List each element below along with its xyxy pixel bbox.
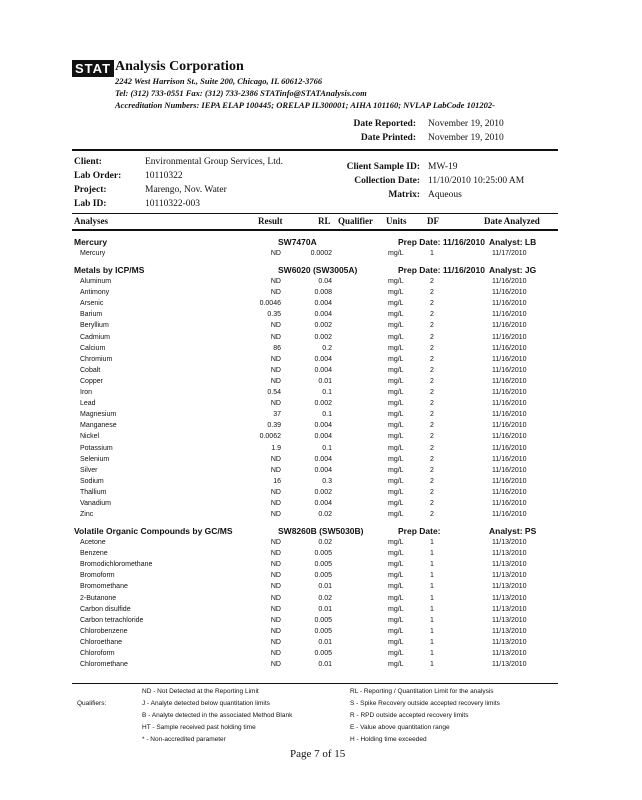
- analyte-name: Bromoform: [80, 572, 115, 580]
- analyte-result: 0.0062: [259, 433, 281, 441]
- analyte-rl: 0.1: [322, 389, 332, 396]
- client-label: Client:: [74, 157, 102, 167]
- analyte-df: 2: [430, 444, 434, 452]
- analyte-result: ND: [270, 466, 281, 474]
- analyte-result: 86: [273, 344, 281, 352]
- analyte-df: 1: [430, 250, 434, 257]
- analyte-df: 2: [430, 322, 434, 330]
- analyte-date: 11/13/2010: [492, 561, 527, 569]
- analyte-df: 2: [430, 488, 434, 496]
- analyte-units: mg/L: [388, 650, 404, 657]
- analyte-rl: 0.005: [314, 627, 332, 635]
- collection-label: Collection Date:: [354, 176, 420, 186]
- analyte-units: mg/L: [388, 250, 404, 257]
- analyte-rl: 0.005: [314, 561, 332, 569]
- analyte-rl: 0.004: [314, 355, 332, 363]
- analyte-name: Chloromethane: [80, 661, 128, 669]
- analyte-name: Chlorobenzene: [80, 627, 128, 635]
- analyte-rl: 0.004: [314, 433, 332, 441]
- analyte-result: ND: [270, 650, 281, 657]
- analyte-rl: 0.1: [322, 411, 332, 419]
- analyte-rl: 0.02: [318, 594, 332, 602]
- analyte-units: mg/L: [388, 466, 404, 474]
- accreditation: Accreditation Numbers: IEPA ELAP 100445; ORELAP IL300001; AIHA 101160; NVLAP LabCode 101202-: [115, 100, 495, 110]
- col-df: DF: [427, 216, 439, 226]
- analyte-units: mg/L: [388, 550, 404, 558]
- analyte-result: ND: [270, 583, 281, 591]
- analyte-name: Bromodichloromethane: [80, 561, 153, 569]
- company-address: 2242 West Harrison St., Suite 200, Chicago, IL 60612-3766: [115, 76, 323, 86]
- analyte-rl: 0.02: [318, 539, 332, 546]
- qualifier-definition: J - Analyte detected below quantitation limits: [142, 700, 270, 707]
- analyte-units: mg/L: [388, 661, 404, 669]
- analyte-result: ND: [270, 605, 281, 613]
- analyte-df: 1: [430, 627, 434, 635]
- analyte-rl: 0.2: [322, 344, 332, 352]
- analyte-df: 1: [430, 650, 434, 657]
- analyte-df: 1: [430, 638, 434, 646]
- analyte-units: mg/L: [388, 444, 404, 452]
- analyte-df: 2: [430, 377, 434, 385]
- col-result: Result: [258, 216, 283, 226]
- analyte-rl: 0.005: [314, 616, 332, 624]
- analyte-name: Sodium: [80, 477, 104, 485]
- analyte-date: 11/16/2010: [492, 488, 527, 496]
- analyte-units: mg/L: [388, 627, 404, 635]
- analyte-rl: 0.005: [314, 650, 332, 657]
- analyte-rl: 0.002: [314, 322, 332, 330]
- qualifier-definition: B - Analyte detected in the associated Method Blank: [142, 712, 293, 719]
- qualifier-definition: RL - Reporting / Quantitation Limit for the analysis: [350, 688, 494, 695]
- analyte-units: mg/L: [388, 344, 404, 352]
- analyte-units: mg/L: [388, 422, 404, 430]
- analyte-units: mg/L: [388, 539, 404, 546]
- analyte-rl: 0.002: [314, 333, 332, 341]
- analyte-date: 11/16/2010: [492, 366, 527, 374]
- analyte-date: 11/16/2010: [492, 333, 527, 341]
- analyte-result: ND: [270, 500, 281, 507]
- analyte-result: ND: [270, 289, 281, 297]
- analyte-df: 1: [430, 550, 434, 558]
- analyte-name: Chromium: [80, 355, 113, 363]
- analyte-result: ND: [270, 661, 281, 669]
- analyte-units: mg/L: [388, 511, 404, 519]
- analyte-units: mg/L: [388, 311, 404, 319]
- analyte-result: 0.35: [267, 311, 281, 319]
- analyte-df: 1: [430, 661, 434, 669]
- group-analyst: Analyst: PS: [489, 526, 537, 536]
- analyte-name: Barium: [80, 311, 103, 319]
- project: Marengo, Nov. Water: [145, 185, 227, 195]
- analyte-units: mg/L: [388, 289, 404, 297]
- col-qualifier: Qualifier: [338, 216, 373, 226]
- analyte-result: ND: [270, 333, 281, 341]
- analyte-df: 2: [430, 333, 434, 341]
- stat-logo: STAT: [72, 60, 114, 77]
- analyte-date: 11/16/2010: [492, 355, 527, 363]
- analyte-result: ND: [270, 366, 281, 374]
- analyte-date: 11/16/2010: [492, 289, 527, 297]
- analyte-date: 11/16/2010: [492, 466, 527, 474]
- analyte-df: 2: [430, 311, 434, 319]
- analyte-rl: 0.004: [314, 422, 332, 430]
- lab-order: 10110322: [145, 171, 183, 181]
- analyte-name: Vanadium: [80, 500, 112, 507]
- analyte-units: mg/L: [388, 411, 404, 419]
- group-prep-date: Prep Date: 11/16/2010: [398, 265, 485, 275]
- analyte-result: ND: [270, 594, 281, 602]
- analyte-name: Iron: [80, 389, 93, 396]
- analyte-df: 2: [430, 300, 434, 308]
- analyte-date: 11/16/2010: [492, 400, 527, 408]
- analyte-rl: 0.002: [314, 488, 332, 496]
- company-name: Analysis Corporation: [115, 59, 244, 74]
- analyte-date: 11/16/2010: [492, 422, 527, 430]
- analyte-date: 11/13/2010: [492, 572, 527, 580]
- analyte-name: Mercury: [80, 250, 106, 257]
- analyte-result: ND: [270, 638, 281, 646]
- analyte-name: Magnesium: [80, 411, 117, 419]
- divider: [72, 229, 558, 231]
- analyte-df: 2: [430, 511, 434, 519]
- analyte-units: mg/L: [388, 561, 404, 569]
- analyte-df: 2: [430, 433, 434, 441]
- analyte-name: 2-Butanone: [80, 594, 117, 602]
- analyte-result: ND: [270, 616, 281, 624]
- client: Environmental Group Services, Ltd.: [145, 157, 283, 167]
- analyte-date: 11/13/2010: [492, 583, 527, 591]
- analyte-df: 1: [430, 539, 434, 546]
- analyte-rl: 0.005: [314, 550, 332, 558]
- group-method: SW8260B (SW5030B): [278, 526, 364, 536]
- analyte-result: ND: [270, 561, 281, 569]
- analyte-units: mg/L: [388, 377, 404, 385]
- analyte-result: ND: [270, 539, 281, 546]
- analyte-date: 11/16/2010: [492, 433, 527, 441]
- analyte-result: ND: [270, 377, 281, 385]
- analyte-date: 11/16/2010: [492, 511, 527, 519]
- date-reported: November 19, 2010: [428, 119, 504, 129]
- col-analyses: Analyses: [74, 216, 109, 226]
- analyte-result: 16: [273, 477, 281, 485]
- analyte-units: mg/L: [388, 488, 404, 496]
- analyte-rl: 0.004: [314, 466, 332, 474]
- analyte-result: ND: [270, 278, 281, 285]
- group-name: Metals by ICP/MS: [74, 265, 145, 275]
- analyte-result: 0.54: [267, 389, 281, 396]
- analyte-units: mg/L: [388, 638, 404, 646]
- date-reported-label: Date Reported:: [353, 119, 416, 129]
- analyte-df: 2: [430, 289, 434, 297]
- analyte-df: 2: [430, 400, 434, 408]
- analyte-rl: 0.004: [314, 366, 332, 374]
- analyte-df: 2: [430, 455, 434, 463]
- analyte-df: 1: [430, 594, 434, 602]
- analyte-df: 2: [430, 411, 434, 419]
- analyte-name: Aluminum: [80, 278, 112, 285]
- analyte-name: Manganese: [80, 422, 117, 430]
- analyte-rl: 0.04: [318, 278, 332, 285]
- analyte-rl: 0.1: [322, 444, 332, 452]
- project-label: Project:: [74, 185, 107, 195]
- analyte-name: Cadmium: [80, 333, 110, 341]
- analyte-rl: 0.004: [314, 311, 332, 319]
- analyte-name: Calcium: [80, 344, 106, 352]
- analyte-units: mg/L: [388, 389, 404, 396]
- analyte-df: 1: [430, 605, 434, 613]
- qualifier-definition: HT - Sample received past holding time: [142, 724, 256, 731]
- analyte-units: mg/L: [388, 355, 404, 363]
- analyte-result: ND: [270, 455, 281, 463]
- analyte-rl: 0.01: [318, 583, 332, 591]
- analyte-date: 11/16/2010: [492, 311, 527, 319]
- lab-order-label: Lab Order:: [74, 171, 122, 181]
- analyte-df: 2: [430, 422, 434, 430]
- divider: [72, 149, 558, 151]
- lab-id-label: Lab ID:: [74, 199, 107, 209]
- qualifiers-label: Qualifiers:: [77, 700, 107, 707]
- analyte-date: 11/13/2010: [492, 594, 527, 602]
- analyte-date: 11/13/2010: [492, 550, 527, 558]
- collection-date: 11/10/2010 10:25:00 AM: [428, 176, 525, 186]
- analyte-units: mg/L: [388, 500, 404, 507]
- analyte-units: mg/L: [388, 333, 404, 341]
- analyte-df: 2: [430, 366, 434, 374]
- analyte-result: ND: [270, 322, 281, 330]
- analyte-date: 11/16/2010: [492, 389, 527, 396]
- analyte-date: 11/16/2010: [492, 477, 527, 485]
- analyte-name: Silver: [80, 466, 98, 474]
- analyte-rl: 0.01: [318, 638, 332, 646]
- analyte-rl: 0.008: [314, 289, 332, 297]
- analyte-date: 11/13/2010: [492, 661, 527, 669]
- qualifier-definition: * - Non-accredited parameter: [142, 736, 226, 743]
- divider: [72, 213, 558, 214]
- analyte-result: ND: [270, 627, 281, 635]
- analyte-date: 11/16/2010: [492, 455, 527, 463]
- sample-id: MW-19: [428, 162, 458, 172]
- analyte-rl: 0.3: [322, 477, 332, 485]
- group-name: Mercury: [74, 237, 108, 247]
- analyte-units: mg/L: [388, 322, 404, 330]
- analyte-name: Arsenic: [80, 300, 104, 308]
- analyte-units: mg/L: [388, 278, 404, 285]
- analyte-units: mg/L: [388, 572, 404, 580]
- col-rl: RL: [318, 216, 331, 226]
- divider: [72, 683, 558, 684]
- group-method: SW6020 (SW3005A): [278, 265, 358, 275]
- analyte-name: Potassium: [80, 444, 113, 452]
- analyte-df: 2: [430, 355, 434, 363]
- analyte-date: 11/13/2010: [492, 638, 527, 646]
- analyte-name: Chloroethane: [80, 638, 123, 646]
- matrix-label: Matrix:: [388, 190, 420, 200]
- date-printed: November 19, 2010: [428, 133, 504, 143]
- analyte-name: Antimony: [80, 289, 110, 297]
- analyte-rl: 0.01: [318, 661, 332, 669]
- analyte-units: mg/L: [388, 477, 404, 485]
- group-prep-date: Prep Date:: [398, 526, 441, 536]
- analyte-name: Copper: [80, 377, 103, 385]
- analyte-name: Carbon tetrachloride: [80, 616, 144, 624]
- analyte-name: Zinc: [80, 511, 94, 519]
- analyte-rl: 0.004: [314, 300, 332, 308]
- analyte-units: mg/L: [388, 583, 404, 591]
- group-method: SW7470A: [278, 237, 317, 247]
- analyte-name: Thallium: [80, 488, 107, 496]
- analyte-df: 1: [430, 616, 434, 624]
- analyte-result: ND: [270, 488, 281, 496]
- analyte-units: mg/L: [388, 594, 404, 602]
- qualifier-definition: R - RPD outside accepted recovery limits: [350, 712, 469, 719]
- analyte-date: 11/17/2010: [492, 250, 527, 257]
- analyte-df: 2: [430, 389, 434, 396]
- analyte-units: mg/L: [388, 366, 404, 374]
- analyte-name: Bromomethane: [80, 583, 128, 591]
- analyte-date: 11/16/2010: [492, 278, 527, 285]
- lab-id: 10110322-003: [145, 199, 201, 209]
- analyte-units: mg/L: [388, 300, 404, 308]
- qualifier-definition: H - Holding time exceeded: [350, 736, 427, 743]
- group-name: Volatile Organic Compounds by GC/MS: [74, 526, 233, 536]
- sample-id-label: Client Sample ID:: [346, 162, 420, 172]
- analyte-rl: 0.02: [318, 511, 332, 519]
- col-date-analyzed: Date Analyzed: [484, 216, 540, 226]
- qualifier-definition: E - Value above quantitation range: [350, 724, 450, 731]
- analyte-df: 2: [430, 466, 434, 474]
- analyte-df: 1: [430, 572, 434, 580]
- analyte-rl: 0.0002: [310, 250, 332, 257]
- analyte-name: Benzene: [80, 550, 108, 558]
- analyte-name: Cobalt: [80, 366, 101, 374]
- analyte-date: 11/13/2010: [492, 627, 527, 635]
- analyte-date: 11/16/2010: [492, 411, 527, 419]
- matrix: Aqueous: [428, 190, 462, 200]
- analyte-result: 0.0046: [259, 300, 281, 308]
- analyte-result: ND: [270, 400, 281, 408]
- analyte-df: 2: [430, 500, 434, 507]
- analyte-units: mg/L: [388, 433, 404, 441]
- analyte-result: ND: [270, 355, 281, 363]
- analyte-rl: 0.005: [314, 572, 332, 580]
- group-analyst: Analyst: JG: [489, 265, 537, 275]
- analyte-rl: 0.01: [318, 605, 332, 613]
- analyte-name: Nickel: [80, 433, 100, 441]
- analyte-df: 2: [430, 344, 434, 352]
- analyte-df: 2: [430, 477, 434, 485]
- analyte-date: 11/16/2010: [492, 377, 527, 385]
- analyte-result: ND: [270, 511, 281, 519]
- date-printed-label: Date Printed:: [360, 133, 416, 143]
- col-units: Units: [386, 216, 407, 226]
- analyte-result: ND: [270, 572, 281, 580]
- analyte-date: 11/16/2010: [492, 300, 527, 308]
- analyte-name: Selenium: [80, 455, 110, 463]
- analyte-date: 11/13/2010: [492, 539, 527, 546]
- analyte-result: 1.9: [271, 444, 281, 452]
- analyte-name: Beryllium: [80, 322, 109, 330]
- analyte-df: 1: [430, 561, 434, 569]
- analyte-result: 0.39: [267, 422, 281, 430]
- analyte-units: mg/L: [388, 605, 404, 613]
- analyte-df: 2: [430, 278, 434, 285]
- analyte-units: mg/L: [388, 455, 404, 463]
- analyte-rl: 0.004: [314, 455, 332, 463]
- analyte-date: 11/16/2010: [492, 344, 527, 352]
- analyte-result: ND: [270, 250, 281, 257]
- analyte-name: Acetone: [80, 539, 106, 546]
- analyte-date: 11/13/2010: [492, 616, 527, 624]
- analyte-rl: 0.01: [318, 377, 332, 385]
- qualifier-definition: ND - Not Detected at the Reporting Limit: [142, 688, 259, 695]
- analyte-units: mg/L: [388, 400, 404, 408]
- analyte-result: 37: [273, 411, 281, 419]
- analyte-rl: 0.004: [314, 500, 332, 507]
- analyte-name: Chloroform: [80, 650, 115, 657]
- analyte-result: ND: [270, 550, 281, 558]
- analyte-date: 11/16/2010: [492, 500, 527, 507]
- analyte-date: 11/16/2010: [492, 322, 527, 330]
- analyte-units: mg/L: [388, 616, 404, 624]
- page-number: Page 7 of 15: [290, 748, 346, 760]
- analyte-date: 11/16/2010: [492, 444, 527, 452]
- qualifier-definition: S - Spike Recovery outside accepted recovery limits: [350, 700, 500, 707]
- analyte-name: Lead: [80, 400, 96, 408]
- group-analyst: Analyst: LB: [489, 237, 537, 247]
- analyte-df: 1: [430, 583, 434, 591]
- analyte-date: 11/13/2010: [492, 650, 527, 657]
- company-contact: Tel: (312) 733-0551 Fax: (312) 733-2386 STATinfo@STATAnalysis.com: [115, 88, 367, 98]
- group-prep-date: Prep Date: 11/16/2010: [398, 237, 485, 247]
- analyte-date: 11/13/2010: [492, 605, 527, 613]
- analyte-rl: 0.002: [314, 400, 332, 408]
- analyte-name: Carbon disulfide: [80, 605, 131, 613]
